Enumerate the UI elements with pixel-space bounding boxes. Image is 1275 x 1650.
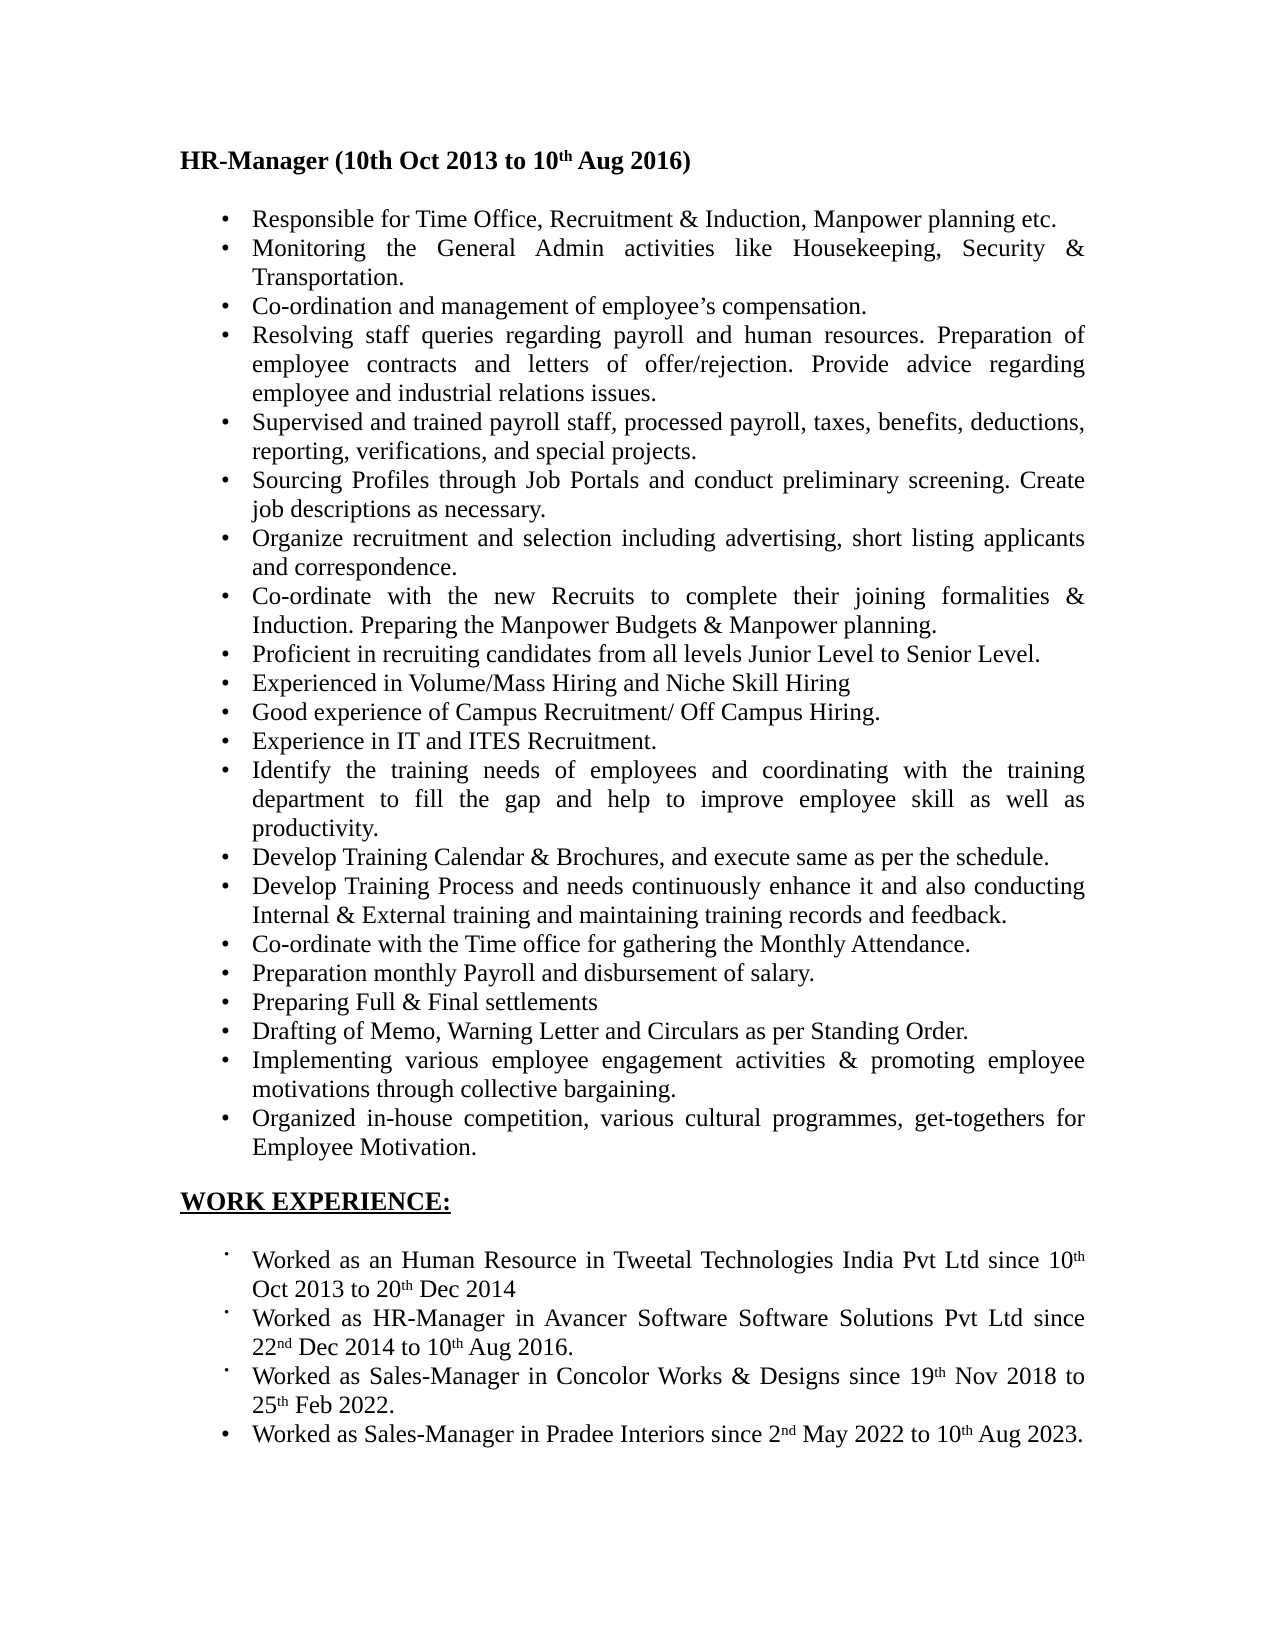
bullet-icon: • — [221, 525, 230, 552]
item-text: Preparing Full & Final settlements — [252, 989, 598, 1016]
bullet-icon: • — [221, 670, 230, 697]
item-text: Identify the training needs of employees and coordinating with the training department to fill the gap and help to improve employee skill as well as productivity. — [252, 757, 1085, 842]
item-text: Co-ordination and management of employee’s compensation. — [252, 293, 868, 320]
item-text: Implementing various employee engagement activities & promoting employee motivations through collective bargaining. — [252, 1047, 1085, 1103]
item-text: Good experience of Campus Recruitment/ Off Campus Hiring. — [252, 699, 881, 726]
responsibility-item — [180, 988, 1085, 1017]
item-text: Co-ordinate with the new Recruits to complete their joining formalities & Induction. Preparing the Manpower Budgets & Manpower planning. — [252, 583, 1085, 639]
bullet-icon: • — [221, 699, 230, 726]
bullet-icon: • — [221, 844, 230, 871]
bullet-icon: • — [221, 757, 230, 784]
item-text: Organize recruitment and selection including advertising, short listing applicants and correspondence. — [252, 525, 1085, 581]
responsibility-item — [180, 1104, 1085, 1162]
bullet-icon: • — [221, 467, 230, 494]
responsibilities-list — [180, 205, 1085, 1162]
work-experience-item — [180, 1420, 1085, 1449]
item-text: Worked as HR-Manager in Avancer Software Software Solutions Pvt Ltd since 22nd Dec 2014 to 10th Aug 2016. — [252, 1305, 1085, 1361]
item-text: Proficient in recruiting candidates from all levels Junior Level to Senior Level. — [252, 641, 1041, 668]
bullet-icon: • — [221, 960, 230, 987]
bullet-icon: • — [221, 409, 230, 436]
responsibility-item — [180, 1046, 1085, 1104]
bullet-icon: • — [221, 1421, 230, 1448]
responsibility-item — [180, 292, 1085, 321]
responsibility-item — [180, 669, 1085, 698]
item-text: Experienced in Volume/Mass Hiring and Niche Skill Hiring — [252, 670, 851, 697]
item-text: Responsible for Time Office, Recruitment & Induction, Manpower planning etc. — [252, 206, 1057, 233]
responsibility-item — [180, 843, 1085, 872]
work-experience-item — [180, 1246, 1085, 1304]
work-experience-item — [180, 1304, 1085, 1362]
bullet-icon: • — [221, 728, 230, 755]
bullet-icon: • — [221, 1105, 230, 1132]
item-text: Supervised and trained payroll staff, processed payroll, taxes, benefits, deductions, reporting, verifications, and special projects. — [252, 409, 1085, 465]
responsibility-item — [180, 524, 1085, 582]
item-text: Worked as Sales-Manager in Concolor Works & Designs since 19th Nov 2018 to 25th Feb 2022. — [252, 1363, 1085, 1419]
item-text: Organized in-house competition, various cultural programmes, get-togethers for Employee Motivation. — [252, 1105, 1085, 1161]
responsibility-item — [180, 930, 1085, 959]
responsibility-item — [180, 756, 1085, 843]
item-text: Sourcing Profiles through Job Portals and conduct preliminary screening. Create job descriptions as necessary. — [252, 467, 1085, 523]
responsibility-item — [180, 321, 1085, 408]
bullet-icon: • — [221, 235, 230, 262]
responsibility-item — [180, 959, 1085, 988]
item-text: Worked as Sales-Manager in Pradee Interiors since 2nd May 2022 to 10th Aug 2023. — [252, 1421, 1084, 1448]
bullet-icon: • — [221, 931, 230, 958]
work-experience-heading: WORK EXPERIENCE: — [180, 1187, 451, 1216]
bullet-icon: • — [221, 1018, 230, 1045]
responsibility-item — [180, 698, 1085, 727]
item-text: Experience in IT and ITES Recruitment. — [252, 728, 657, 755]
responsibility-item — [180, 872, 1085, 930]
responsibility-item — [180, 1017, 1085, 1046]
bullet-icon: • — [221, 322, 230, 349]
responsibility-item — [180, 234, 1085, 292]
item-text: Preparation monthly Payroll and disbursement of salary. — [252, 960, 815, 987]
bullet-icon: • — [221, 206, 230, 233]
responsibility-item — [180, 408, 1085, 466]
bullet-icon: • — [221, 989, 230, 1016]
item-text: Develop Training Calendar & Brochures, and execute same as per the schedule. — [252, 844, 1050, 871]
item-text: Co-ordinate with the Time office for gathering the Monthly Attendance. — [252, 931, 971, 958]
item-text: Drafting of Memo, Warning Letter and Circulars as per Standing Order. — [252, 1018, 969, 1045]
bullet-icon: • — [221, 641, 230, 668]
responsibility-item — [180, 205, 1085, 234]
bullet-icon: • — [224, 1247, 230, 1263]
work-experience-item — [180, 1362, 1085, 1420]
item-text: Develop Training Process and needs continuously enhance it and also conducting Internal & External training and maintaining training records and feedback. — [252, 873, 1085, 929]
item-text: Resolving staff queries regarding payroll and human resources. Preparation of employee contracts and letters of offer/rejection. Provide advice regarding employee and industrial relations issues. — [252, 322, 1085, 407]
bullet-icon: • — [221, 583, 230, 610]
responsibility-item — [180, 727, 1085, 756]
item-text: Monitoring the General Admin activities like Housekeeping, Security & Transportation. — [252, 235, 1085, 291]
responsibility-item — [180, 466, 1085, 524]
item-text: Worked as an Human Resource in Tweetal Technologies India Pvt Ltd since 10th Oct 2013 to 20th Dec 2014 — [252, 1247, 1085, 1303]
responsibility-item — [180, 640, 1085, 669]
bullet-icon: • — [224, 1305, 230, 1321]
responsibility-item — [180, 582, 1085, 640]
bullet-icon: • — [221, 1047, 230, 1074]
work-experience-list — [180, 1246, 1085, 1449]
bullet-icon: • — [221, 873, 230, 900]
job-section-title: HR-Manager (10th Oct 2013 to 10th Aug 2016) — [180, 146, 691, 175]
bullet-icon: • — [224, 1363, 230, 1379]
bullet-icon: • — [221, 293, 230, 320]
